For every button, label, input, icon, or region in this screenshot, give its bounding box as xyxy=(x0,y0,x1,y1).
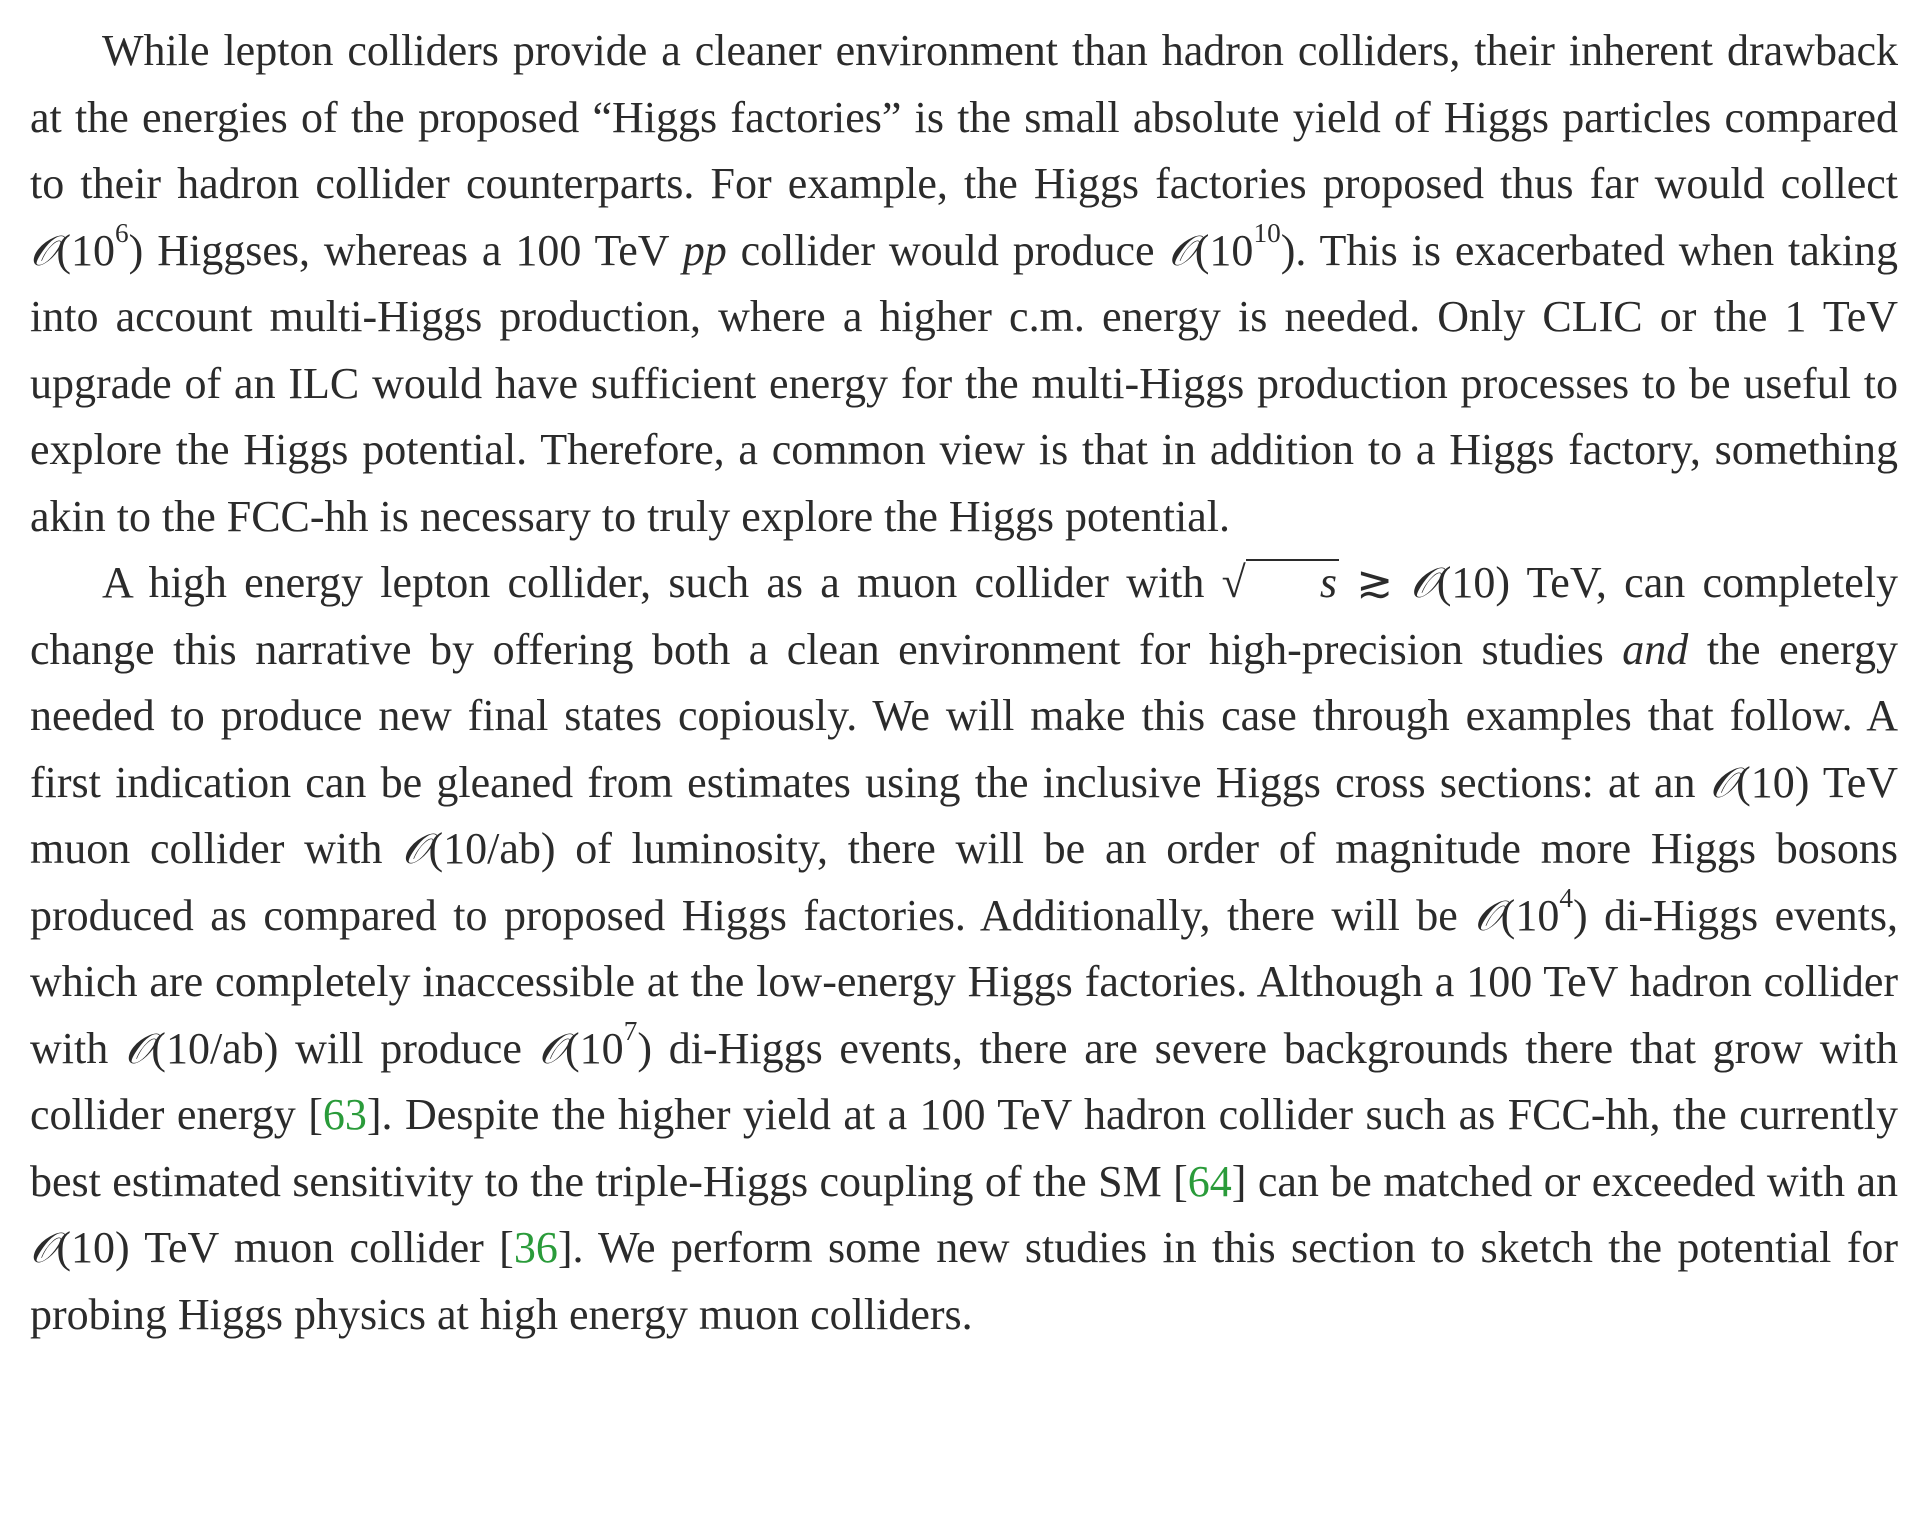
text-run: (10) TeV, can completely change this narrative by offering both a clean environment for high-precision studies xyxy=(30,558,1898,674)
text-run: (10 xyxy=(1194,225,1254,275)
text-run: While lepton colliders provide a cleaner environment than hadron colliders, their inherent drawback at the energies of the proposed “Higgs factories” is the small absolute yield of Higgs particles compared to their hadron collider counterparts. For example, the Higgs factories proposed thus far would collect xyxy=(30,26,1898,208)
superscript: 6 xyxy=(115,217,129,248)
text-run: s xyxy=(1246,559,1339,605)
text-run: (10) TeV muon collider with xyxy=(30,757,1898,873)
text-run: ) di-Higgs events, there are severe backgrounds there that grow with collider energy [ xyxy=(30,1023,1899,1139)
superscript: 10 xyxy=(1253,217,1281,248)
text-run: ] can be matched or exceeded with an xyxy=(1231,1156,1898,1206)
order-symbol: 𝒪 xyxy=(1168,225,1195,275)
paper-body xyxy=(30,18,1898,1348)
text-run: collider would produce xyxy=(726,225,1169,275)
text-run: (10 xyxy=(1500,890,1560,940)
citation-ref[interactable]: 64 xyxy=(1187,1156,1232,1206)
order-symbol: 𝒪 xyxy=(30,1223,57,1272)
text-run: (10 xyxy=(56,225,115,275)
order-symbol: 𝒪 xyxy=(1709,757,1737,807)
text-run: A high energy lepton collider, such as a muon collider with √ xyxy=(102,558,1246,607)
order-symbol: 𝒪 xyxy=(538,1023,566,1073)
order-symbol: 𝒪 xyxy=(1410,558,1437,607)
text-run: (10 xyxy=(565,1023,624,1073)
text-run: ]. We perform some new studies in this section to sketch the potential for probing Higgs physics at high energy muon colliders. xyxy=(30,1223,1898,1339)
paragraph-1 xyxy=(30,18,1898,550)
order-symbol: 𝒪 xyxy=(124,1023,152,1073)
order-symbol: 𝒪 xyxy=(30,225,57,275)
text-run: ]. Despite the higher yield at a 100 TeV hadron collider such as FCC-hh, the currently best estimated sensitivity to the triple-Higgs coupling of the SM [ xyxy=(30,1090,1898,1206)
text-run: ). This is exacerbated when taking into account multi-Higgs production, where a higher c.m. energy is needed. Only CLIC or the 1 TeV upgrade of an ILC would have sufficient energy for the multi-Higgs production processes to be useful to explore the Higgs potential. Therefore, a common view is that in addition to a Higgs factory, something akin to the FCC-hh is necessary to truly explore the Higgs potential. xyxy=(30,225,1898,541)
text-run: pp xyxy=(682,225,727,275)
text-run: ≳ xyxy=(1338,558,1411,607)
text-run: ) di-Higgs events, which are completely inaccessible at the low-energy Higgs factories. Although a 100 TeV hadron collider with xyxy=(30,890,1898,1073)
text-run: (10/ab) of luminosity, there will be an order of magnitude more Higgs bosons produced as compared to proposed Higgs factories. Additionally, there will be xyxy=(30,824,1898,940)
superscript: 7 xyxy=(623,1015,638,1046)
text-run: the energy needed to produce new final states copiously. We will make this case through examples that follow. A first indication can be gleaned from estimates using the inclusive Higgs cross sections: at an xyxy=(30,624,1899,807)
paragraph-2 xyxy=(30,550,1898,1348)
text-run: ) Higgses, whereas a 100 TeV xyxy=(128,225,683,275)
superscript: 4 xyxy=(1559,882,1573,913)
order-symbol: 𝒪 xyxy=(1474,890,1501,940)
text-run: (10) TeV muon collider [ xyxy=(56,1223,514,1272)
text-run: (10/ab) will produce xyxy=(151,1023,539,1073)
citation-ref[interactable]: 36 xyxy=(513,1223,558,1272)
order-symbol: 𝒪 xyxy=(402,824,429,873)
text-run: and xyxy=(1622,624,1689,674)
citation-ref[interactable]: 63 xyxy=(322,1090,367,1139)
